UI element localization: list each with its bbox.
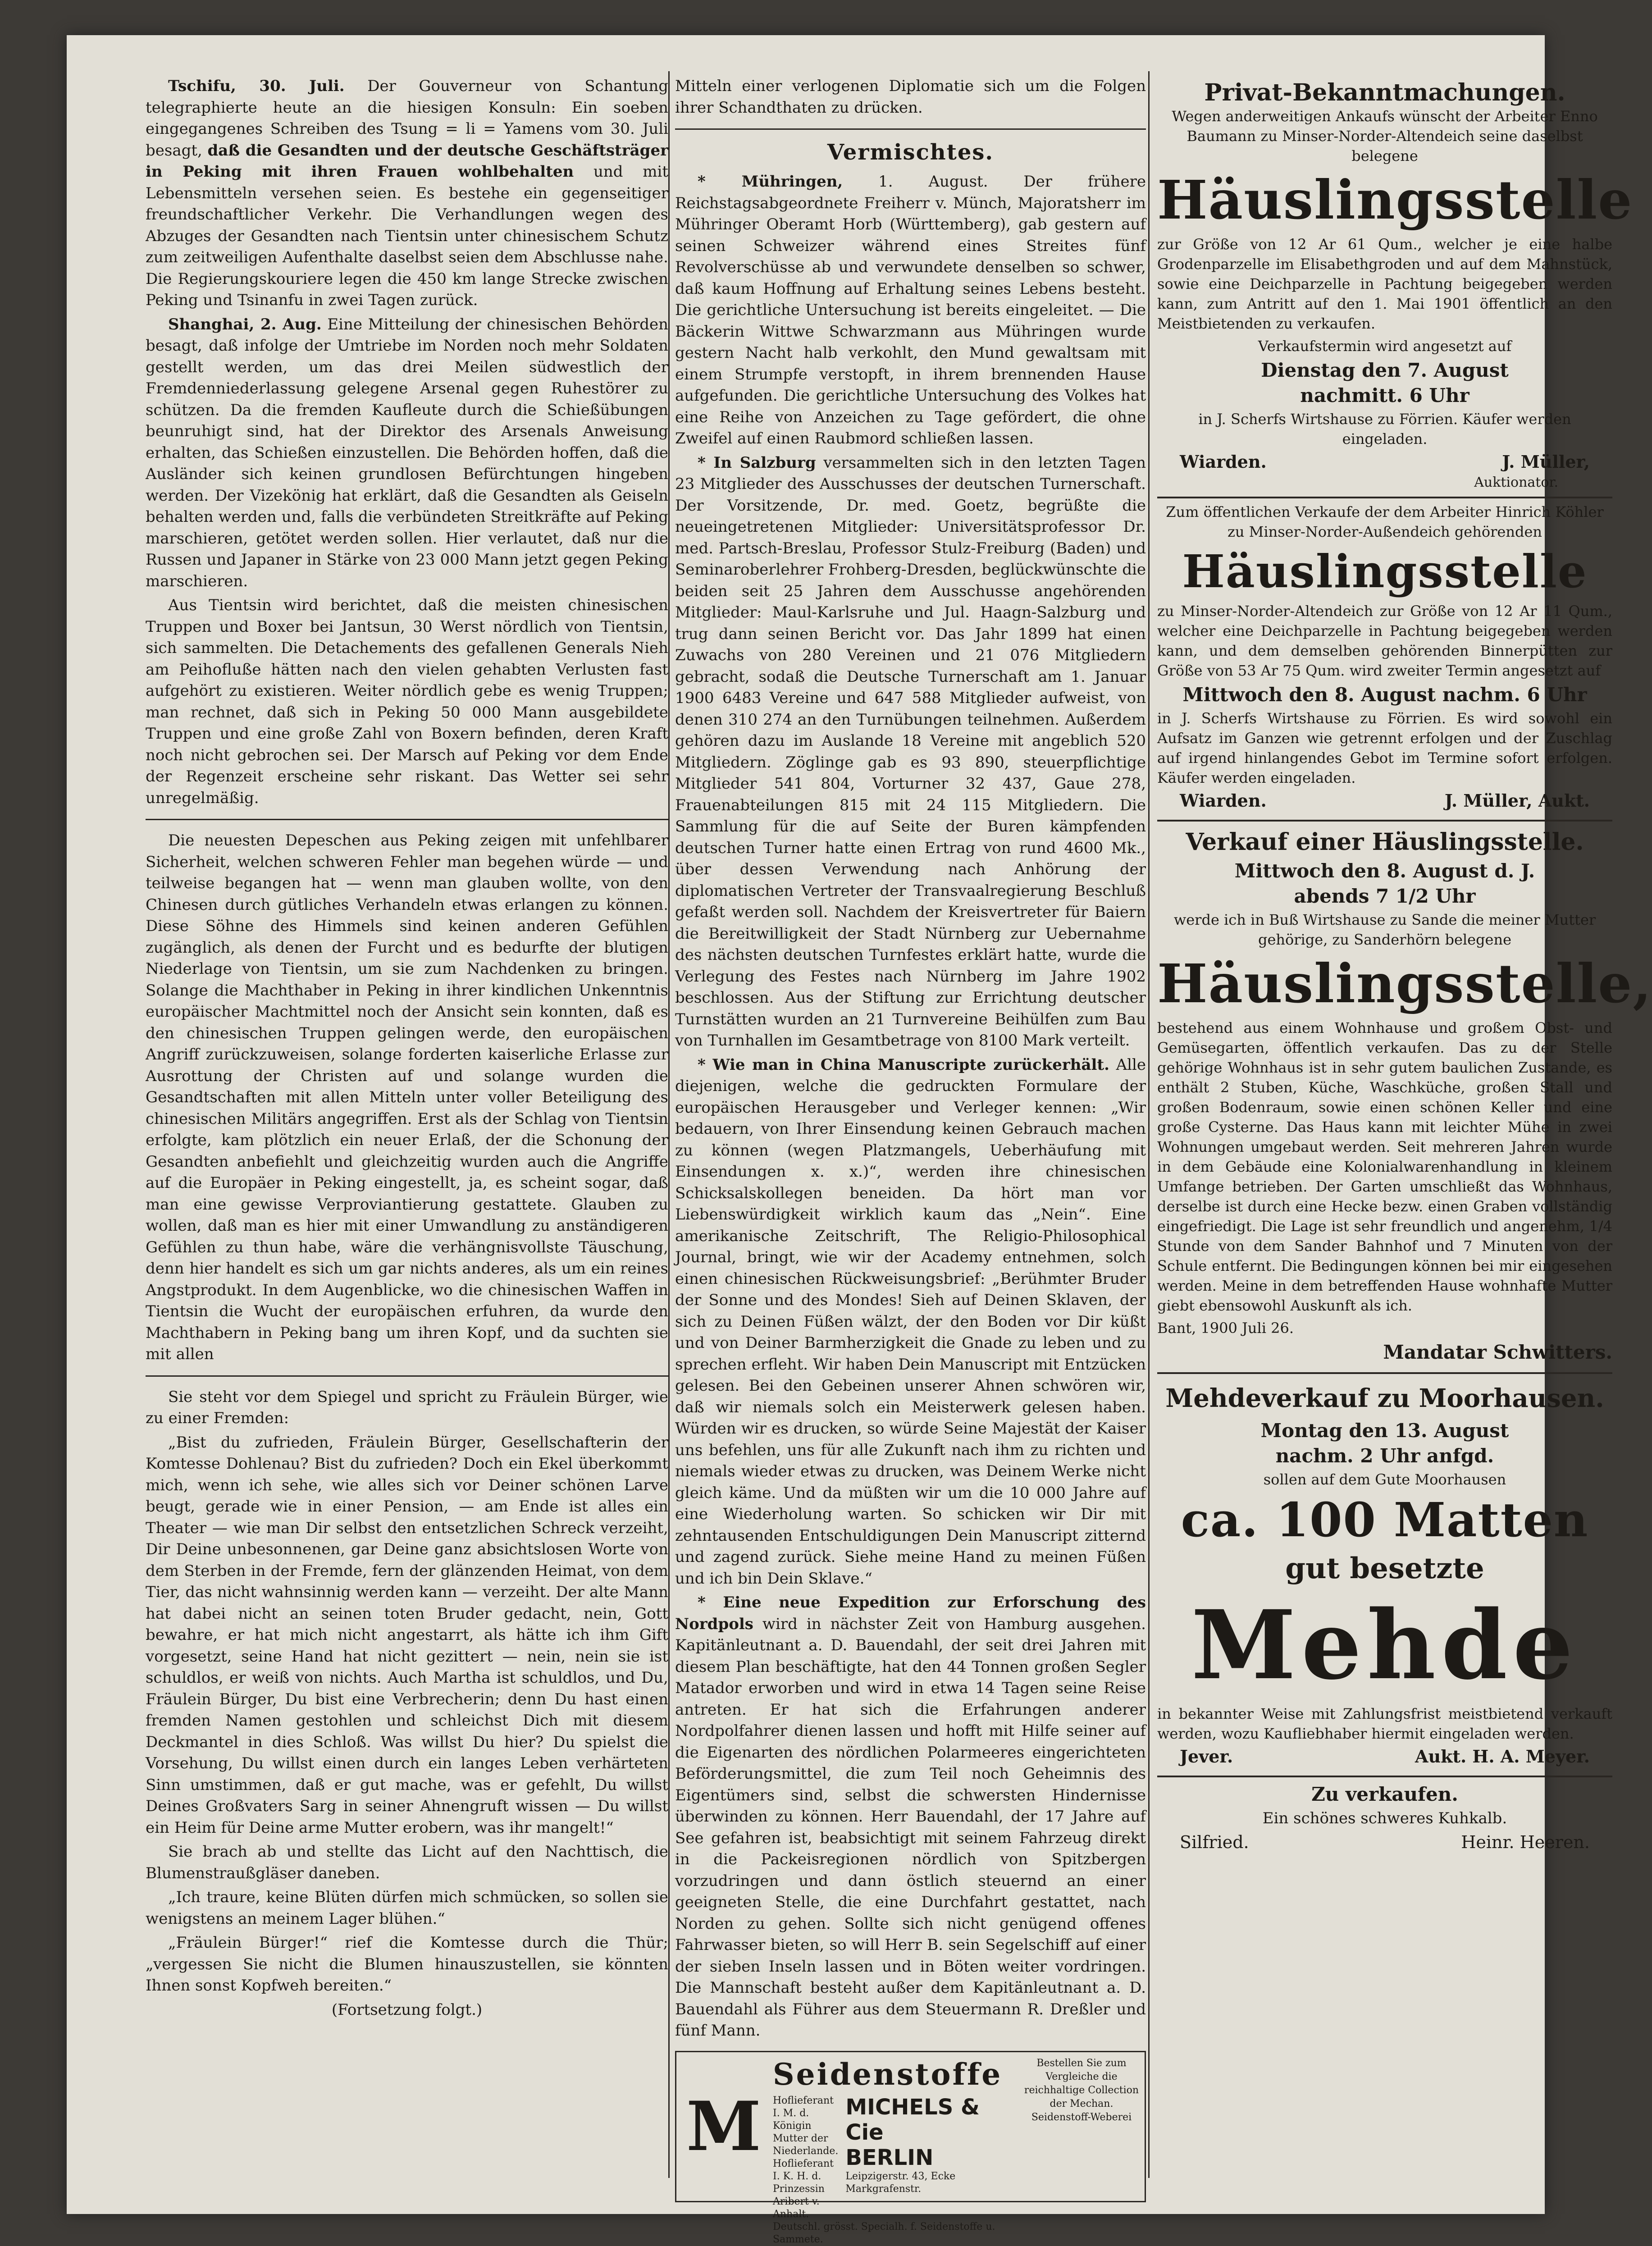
feuilleton-paragraph: Sie steht vor dem Spiegel und spricht zu Fräulein Bürger, wie zu einer Fremden: <box>146 1388 668 1427</box>
ad-mehde-title: Mehde <box>1191 1589 1579 1701</box>
feuilleton-paragraph: Sie brach ab und stellte das Licht auf den Nachttisch, die Blumenstraußgläser daneben. <box>146 1843 668 1882</box>
ad-date: Mittwoch den 8. August nachm. 6 Uhr <box>1182 684 1587 706</box>
article-tientsin: Aus Tientsin wird berichtet, daß die meisten chinesischen Truppen und Boxer bei Jantsun, 30 Werst nördlich von Tientsin, sich sammelten. Die Detachements des gefallenen Generals Nieh am Peihofluße hätten nach den vielen gehabten Verlusten fast aufgehört zu existieren. Weiter nördlich gebe es wenig Truppen; man rechnet, daß sich in Peking 50 000 Mann ausgebildete Truppen und eine große Zahl von Boxern befinden, deren Kraft noch nicht gebrochen sei. Der Marsch auf Peking vor dem Ende der Regenzeit erscheine sehr riskant. Das Wetter sei sehr unregelmäßig. <box>146 596 668 807</box>
article-shanghai: Shanghai, 2. Aug. Eine Mitteilung der chinesischen Behörden besagt, daß infolge der Umtriebe im Norden noch mehr Soldaten gestellt werden, um das drei Meilen südwestlich der Fremdenniederlassung gelegene Arsenal gegen Ruhestörer zu schützen. Da die fremden Kaufleute durch die Schießübungen beunruhigt sind, hat der Direktor des Arsenals Anweisung erhalten, das Schießen einzustellen. Die Behörden hoffen, daß die Ausländer sich keinen grundlosen Befürchtungen hingeben werden. Der Vizekönig hat erklärt, daß die Gesandten als Geiseln behalten werden und, falls die verbündeten Streitkräfte auf Peking marschieren, getötet werden sollen. Hier verlautet, daß nur die Russen und Japaner in Stärke von 23 000 Mann jetzt gegen Peking marschieren. <box>146 315 669 590</box>
seidenstoffe-title: Seidenstoffe <box>773 2056 1003 2092</box>
ad-baumann <box>1157 76 1633 498</box>
seidenstoffe-ad-body <box>773 2056 1017 2245</box>
ad-date: Montag den 13. August <box>1260 1420 1509 1442</box>
article-china: * Wie man in China Manuscripte zurückerhält. Alle diejenigen, welche die gedruckten Formulare der europäischen Herausgeber und Verleger kennen: „Wir bedauern, von Ihrer Einsendung keinen Gebrauch machen zu können (wegen Platzmangels, Ueberhäufung mit Einsendungen x. x.)“, werden ihre chinesischen Schicksalskollegen beneiden. Da hört man vor Liebenswürdigkeit wirklich kaum das „Nein“. Eine amerikanische Zeitschrift, The Religio-Philosophical Journal, bringt, wie wir der Academy entnehmen, solch einen chinesischen Rückweisungsbrief: „Berühmter Bruder der Sonne und des Mondes! Sieh auf Deinen Sklaven, der sich zu Deinen Füßen wälzt, der den Boden vor Dir küßt und von Deiner Barmherzigkeit die Gnade zu leben und zu sprechen erfleht. Wir haben Dein Manuscript mit Entzücken gelesen. Bei den Gebeinen unserer Ahnen schwören wir, daß wir niemals solch ein Meisterwerk gelesen haben. Würden wir es drucken, so würde Seine Majestät der Kaiser uns befehlen, uns für alle Zukunft nach ihm zu richten und niemals wieder etwas zu drucken, was Deinem Werke nicht gleich käme. Und da müßten wir um die 10 000 Jahre auf eine Wiederholung warten. So schicken wir Dir mit zehntausenden Entschuldigungen Dein Manuscript zitternd und zagend zurück. Siehe meine Hand zu meinen Füßen und ich bin Dein Sklave.“ <box>675 1055 1146 1588</box>
seidenstoffe-row <box>773 2095 1017 2221</box>
ad-text: in J. Scherfs Wirtshause zu Förrien. Es wird sowohl ein Aufsatz im Ganzen wie getrennt erfolgen und der Zuschlag auf irgend hinlangendes Gebot im Termine sofort erfolgen. Käufer werden eingeladen. <box>1157 710 1612 786</box>
seidenstoffe-address: Leipzigerstr. 43, Ecke Markgrafenstr. <box>845 2170 956 2195</box>
ad-signature: Wiarden. J. Müller, <box>1180 452 1590 472</box>
ad-text: zur Größe von 12 Ar 61 Qum., welcher je eine halbe Grodenparzelle im Elisabethgroden und auf dem Mahnstück, sowie eine Deichparzelle in Pachtung beigegeben werden kann, zum Antritt auf den 1. Mai 1901 öffentlich an den Meistbietenden zu verkaufen. <box>1157 236 1612 332</box>
divider <box>146 819 668 820</box>
ad-text: bestehend aus einem Wohnhause und großem Obst- und Gemüsegarten, öffentlich verkaufen. Das zu der Stelle gehörige Wohnhaus ist in sehr gutem baulichen Zustande, es enthält 2 Stuben, Küche, Waschküche, großen Stall und großen Bodenraum, sowie einen schönen Keller und eine große Cysterne. Das Haus kann mit leichter Mühe in zwei Wohnungen umgebaut werden. Seit mehreren Jahren wurde in dem Gebäude eine Kolonialwarenhandlung in kleinem Umfange betrieben. Der Garten umschließt das Wohnhaus, derselbe ist durch eine Hecke bezw. einen Graben vollständig eingefriedigt. Die Lage ist sehr freundlich und angenehm, 1/4 Stunde von dem Sander Bahnhof und 7 Minuten von der Schule entfernt. Die Bedingungen können bei mir eingesehen werden. Meine in dem betreffenden Hause wohnhafte Mutter giebt ebensowohl Auskunft als ich. <box>1157 1019 1612 1314</box>
article-continuation: Mitteln einer verlogenen Diplomatie sich um die Folgen ihrer Schandthaten zu drücken. <box>675 77 1146 117</box>
ad-signature: Mandatar Schwitters. <box>1383 1341 1612 1363</box>
column-vermischtes <box>675 76 1146 2245</box>
ad-text: werde ich in Buß Wirtshause zu Sande die meiner Mutter gehörige, zu Sanderhörn belegene <box>1173 911 1596 948</box>
ad-title: Häuslingsstelle <box>1157 169 1633 231</box>
ad-text: in J. Scherfs Wirtshause zu Förrien. Käufer werden eingeladen. <box>1198 411 1571 447</box>
seidenstoffe-brand: MICHELS & Cie <box>845 2094 980 2145</box>
seidenstoffe-brand-block <box>845 2095 1017 2221</box>
ad-time: nachmitt. 6 Uhr <box>1300 384 1469 406</box>
ad-signature: Wiarden. J. Müller, Aukt. <box>1180 790 1590 811</box>
ad-text: Verkaufstermin wird angesetzt auf <box>1258 338 1512 355</box>
ad-role: Auktionator. <box>1474 475 1558 490</box>
ads-heading: Privat-Bekanntmachungen. <box>1204 79 1565 106</box>
newspaper-page <box>67 35 1652 2245</box>
feuilleton-paragraph: „Ich traure, keine Blüten dürfen mich schmücken, so sollen sie wenigstens an meinem Lager blühen.“ <box>146 1888 668 1928</box>
ad-text: Bant, 1900 Juli 26. <box>1157 1319 1294 1337</box>
ad-text: Wegen anderweitigen Ankaufs wünscht der Arbeiter Enno Baumann zu Minser-Norder-Altendeich seine daselbst belegene <box>1172 108 1598 164</box>
ad-title: Häuslingsstelle, <box>1157 952 1652 1015</box>
article-muehringen: * Mühringen, 1. August. Der frühere Reichstagsabgeordnete Freiherr v. Münch, Majoratsherr im Mühringer Oberamt Horb (Württemberg), gab gestern auf seinen Schweizer während eines Streites fünf Revolverschüsse ab und verwundete denselben so schwer, daß kaum Hoffnung auf Erhaltung seines Lebens besteht. Die gerichtliche Untersuchung ist bereits eingeleitet. — Die Bäckerin Wittwe Schwarzmann aus Mühringen wurde gestern Nacht halb verkohlt, den Mund gewaltsam mit einem Strumpfe verstopft, in ihrem brennenden Hause aufgefunden. Die gerichtliche Untersuchung des Volkes hat eine Reihe von Anzeichen zu Tage gefördert, die ohne Zweifel auf einen Raubmord schließen lassen. <box>675 173 1146 447</box>
ad-text: zu Minser-Norder-Altendeich zur Größe von 12 Ar 11 Qum., welcher eine Deichparzelle in Pachtung beigegeben werden kann, und dem demselben gehörenden Binnerpütten zur Größe von 53 Ar 75 Qum. wird zweiter Termin angesetzt auf <box>1157 603 1612 679</box>
ad-date: Dienstag den 7. August <box>1261 359 1509 381</box>
feuilleton-paragraph: „Bist du zufrieden, Fräulein Bürger, Gesellschafterin der Komtesse Dohlenau? Bist du zufrieden? Doch ein Ekel überkommt mich, wenn ich sehe, wie alles sich vor Deiner schönen Larve beugt, gerade wie in einer Pension, — am Ende ist alles ein Theater — wie man Dir selbst den entsetzlichen Schreck verzeiht, Dir Deine unbesonnenen, gar Deine ganz absichtslosen Worte von dem Sterben in der Fremde, fern der glänzenden Heimat, von dem Tier, das nicht wahnsinnig werden kann — verzeiht. Der alte Mann hat dabei nicht an seinen toten Bruder gedacht, nein, Gott bewahre, er hat mich nicht angestarrt, als hätte ich ihm Gift vorgesetzt, seine Hand hat nicht gezittert — nein, nein sie ist schuldlos, er weiß von nichts. Auch Martha ist schuldlos, und Du, Fräulein Bürger, Du bist eine Verbrecherin; denn Du hast einen fremden Namen gestohlen und schleichst Dich mit diesem Deckmantel in dies Schloß. Was willst Du hier? Du spielst die Vorsehung, Du willst einen durch ein langes Leben verhärteten Sinn umstimmen, daß er gut mache, was er gefehlt, Du willst Deines Großvaters Sarg in seiner Ahnengruft wissen — Du willst ein Heim für Deine arme Mutter erobern, was ihr mangelt!“ <box>146 1433 668 1837</box>
seidenstoffe-ad <box>675 2051 1146 2245</box>
ad-sander <box>1157 822 1652 1374</box>
ad-heading: Zu verkaufen. <box>1311 1783 1458 1805</box>
ad-mehde <box>1157 1374 1612 1777</box>
ad-date: Mittwoch den 8. August d. J. <box>1234 860 1535 882</box>
ad-text: sollen auf dem Gute Moorhausen <box>1263 1471 1506 1488</box>
column-rule-2 <box>1148 71 1150 2178</box>
michels-logo-icon: M <box>686 2086 762 2166</box>
section-heading: Vermischtes. <box>827 140 994 165</box>
divider <box>146 1375 668 1377</box>
ad-time: abends 7 1/2 Uhr <box>1294 885 1476 907</box>
ad-title: Häuslingsstelle <box>1182 545 1588 598</box>
ad-text: Ein schönes schweres Kuhkalb. <box>1262 1809 1507 1827</box>
ad-text: in bekannter Weise mit Zahlungsfrist meistbietend verkauft werden, wozu Kaufliebhaber hiermit eingeladen werden. <box>1157 1705 1612 1742</box>
ad-subtitle: gut besetzte <box>1285 1552 1484 1585</box>
column-ads <box>1157 76 1652 1855</box>
seidenstoffe-royal: Hoflieferant I. M. d. Königin Mutter der Niederlande. Hoflieferant I. K. H. d. Prinzessin Aribert v. Anhalt. <box>773 2095 839 2220</box>
seidenstoffe-right: Bestellen Sie zum Vergleiche die reichhaltige Collection der Mechan. Seidenstoff-Weberei <box>1024 2057 1139 2123</box>
column-rule-1 <box>668 71 670 2178</box>
article-nordpol: * Eine neue Expedition zur Erforschung des Nordpols wird in nächster Zeit von Hamburg ausgehen. Kapitänleutnant a. D. Bauendahl, der seit drei Jahren mit diesem Plan beschäftigte, hat den 44 Tonnen großen Segler Matador erworben und wird in etwa 14 Tagen seine Reise antreten. Er hat sich die Erfahrungen anderer Nordpolfahrer dienen lassen und hofft mit Hilfe seiner auf die Eigenarten des nördlichen Polarmeeres eingerichteten Beförderungsmittel, die zum Teil noch Geheimnis des Eigentümers sind, selbst die schwersten Hindernisse überwinden zu können. Herr Bauendahl, der 17 Jahre auf See gefahren ist, beabsichtigt mit seinem Fahrzeug direkt in die Packeisregionen nördlich von Spitzbergen vorzudringen und dann östlich steuernd an einer geeigneten Stelle, die eine Durchfahrt gestattet, nach Norden zu gehen. Sollte sich nicht genügend offenes Fahrwasser bieten, so will Herr B. sein Segelschiff auf einer der sieben Inseln lassen und in Böten weiter vordringen. Die Mannschaft besteht außer dem Kapitänleutnant a. D. Bauendahl als Führer aus dem Steuermann R. Dreßler und fünf Mann. <box>675 1593 1146 2040</box>
seidenstoffe-bottom: Deutschl. grösst. Specialh. f. Seidenstoffe u. Sammete. <box>773 2221 995 2245</box>
ad-title: ca. 100 Matten <box>1181 1492 1589 1548</box>
article-tschifu: Tschifu, 30. Juli. Der Gouverneur von Schantung telegraphierte heute an die hiesigen Konsuln: Ein soeben eingegangenes Schreiben des Tsung = li = Yamens vom 30. Juli besagt, daß die Gesandten und der deutsche Geschäftsträger in Peking mit ihren Frauen wohlbehalten und mit Lebensmitteln versehen seien. Es bestehe ein gegenseitiger freundschaftlicher Verkehr. Die Verhandlungen wegen des Abzuges der Gesandten nach Tientsin unter chinesischem Schutz zum zeitweiligen Aufenthalte daselbst seien dem Abschlusse nahe. Die Regierungskouriere legen die 450 km lange Strecke zwischen Peking und Tsinanfu in zwei Tagen zurück. <box>146 77 668 309</box>
column-news <box>146 76 668 2023</box>
continuation-note: (Fortsetzung folgt.) <box>331 2000 483 2019</box>
ad-signature: Jever. Aukt. H. A. Meyer. <box>1180 1746 1590 1767</box>
article-salzburg: * In Salzburg versammelten sich in den letzten Tagen 23 Mitglieder des Ausschusses der deutschen Turnerschaft. Der Vorsitzende, Dr. med. Goetz, begrüßte die neueingetretenen Mitglieder: Universitätsprofessor Dr. med. Partsch-Breslau, Professor Stulz-Freiburg (Baden) und Seminaroberlehrer Frohberg-Dresden, beglückwünschte die beiden seit 25 Jahren dem Ausschusse angehörenden Mitglieder: Maul-Karlsruhe und Jul. Haagn-Salzburg und trug dann seinen Bericht vor. Das Jahr 1899 hat einen Zuwachs von 280 Vereinen und 21 076 Mitgliedern gebracht, sodaß die Deutsche Turnerschaft am 1. Januar 1900 6483 Vereine und 647 588 Mitglieder aufweist, von denen 310 274 an den Turnübungen teilnehmen. Außerdem gehören dazu im Auslande 18 Vereine mit angeblich 520 Mitgliedern. Zöglinge gab es 93 890, steuerpflichtige Mitglieder 541 804, Vorturner 32 437, Gaue 278, Frauenabteilungen 815 mit 24 115 Mitgliedern. Die Sammlung für die auf Seite der Buren kämpfenden deutschen Turner hatte einen Ertrag von rund 4600 Mk., über dessen Verwendung nach Anhörung der diplomatischen Vertreter der Transvaalregierung Beschluß gefaßt werden soll. Nachdem der Kreisvertreter für Baiern die Bereitwilligkeit der Stadt Nürnberg zur Uebernahme des nächsten deutschen Turnfestes erklärt hatte, wurde die Verlegung des Festes nach Nürnberg im Jahre 1902 beschlossen. Aus der Stiftung zur Errichtung deutscher Turnstätten wurden an 21 Turnvereine Beihülfen zum Bau von Turnhallen im Gesamtbetrage von 8100 Mark verteilt. <box>675 453 1146 1050</box>
divider <box>675 128 1146 130</box>
ad-kuhkalb <box>1157 1777 1612 1852</box>
ad-heading: Mehdeverkauf zu Moorhausen. <box>1165 1383 1604 1413</box>
seidenstoffe-city: BERLIN <box>845 2145 934 2170</box>
ad-time: nachm. 2 Uhr anfgd. <box>1275 1445 1494 1467</box>
article-depeschen: Die neuesten Depeschen aus Peking zeigen mit unfehlbarer Sicherheit, welchen schweren Fehler man begehen würde — und teilweise begangen hat — wenn man glauben wollte, von den Chinesen durch gütliches Verhandeln etwas erlangen zu können. Diese Söhne des Himmels sind keinen anderen Gefühlen zugänglich, als denen der Furcht und es bedurfte der blutigen Niederlage von Tientsin, um sie zum Nachdenken zu bringen. Solange die Machthaber in Peking in ihrer kindlichen Unkenntnis europäischer Machtmittel noch der Ansicht sein konnten, daß es den chinesischen Truppen gelingen werde, den europäischen Angriff zurückzuweisen, solange forderten kaiserliche Erlasse zur Ausrottung der Christen auf und solange wurden die Gesandtschaften mit allen Mitteln unter voller Beteiligung des chinesischen Militärs angegriffen. Erst als der Schlag von Tientsin erfolgte, kam plötzlich ein neuer Erlaß, der die Schonung der Gesandten anbefiehlt und gleichzeitig wurden auch die Angriffe auf die Europäer in Peking eingestellt, ja, es scheint sogar, daß man eine gewisse Verproviantierung gestattete. Glauben zu wollen, daß man es hier mit einer Umwandlung zu anständigeren Gefühlen zu thun habe, wäre die verhängnisvollste Täuschung, denn hier handelt es sich um gar nichts anderes, als um ein reines Angstprodukt. In dem Augenblicke, wo die chinesischen Waffen in Tientsin die Wucht der europäischen erfuhren, da wurde den Machthabern in Peking bang um ihren Kopf, und da suchten sie mit allen <box>146 831 668 1363</box>
ad-heading: Verkauf einer Häuslingsstelle. <box>1186 828 1584 856</box>
ad-text: Zum öffentlichen Verkaufe der dem Arbeiter Hinrich Köhler zu Minser-Norder-Außendeich gehörenden <box>1166 503 1604 540</box>
feuilleton-paragraph: „Fräulein Bürger!“ rief die Komtesse durch die Thür; „vergessen Sie nicht die Blumen hinauszustellen, sie könnten Ihnen sonst Kopfweh bereiten.“ <box>146 1934 668 1995</box>
ad-koehler <box>1157 498 1612 822</box>
ad-signature: Silfried. Heinr. Heeren. <box>1180 1832 1590 1852</box>
